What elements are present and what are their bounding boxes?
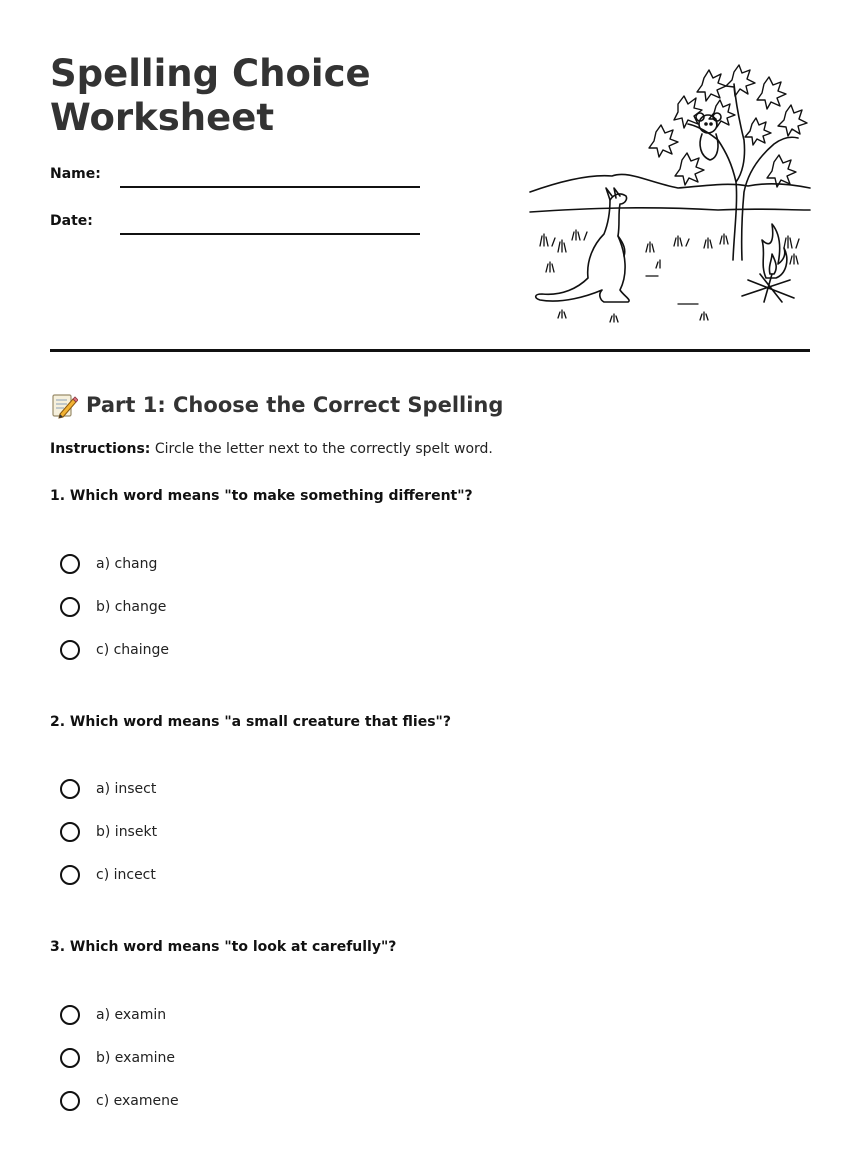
radio-circle[interactable]: [60, 822, 80, 842]
campfire-drawing: [742, 224, 794, 302]
question-3-option-b[interactable]: [60, 1046, 175, 1070]
worksheet-title: [50, 52, 510, 140]
option-label: a) insect: [96, 781, 157, 797]
question-1-option-a[interactable]: [60, 552, 157, 576]
tree-trunk: [688, 84, 798, 260]
title-line-2: Worksheet: [50, 96, 275, 139]
section-title: [50, 389, 503, 421]
koala-drawing: [696, 113, 721, 160]
instructions: [50, 441, 493, 457]
name-label: Name:: [50, 166, 101, 182]
radio-circle[interactable]: [60, 1091, 80, 1111]
question-2-option-b[interactable]: [60, 820, 157, 844]
date-label: Date:: [50, 213, 93, 229]
option-label: c) examene: [96, 1093, 179, 1109]
worksheet-page: [50, 0, 810, 1161]
question-2: [50, 712, 810, 883]
option-label: a) chang: [96, 556, 158, 572]
option-label: a) examin: [96, 1007, 167, 1023]
tree-foliage: [649, 65, 807, 187]
question-3-option-a[interactable]: [60, 1003, 166, 1027]
option-label: b) examine: [96, 1050, 176, 1066]
instructions-label: Instructions:: [50, 441, 151, 457]
instructions-text: Circle the letter next to the correctly spelt word.: [150, 441, 493, 457]
question-2-text: 2. Which word means "a small creature that flies"?: [50, 714, 451, 730]
question-1-option-c[interactable]: [60, 638, 169, 662]
horizon-line: [530, 208, 810, 212]
name-line[interactable]: [120, 186, 420, 188]
radio-circle[interactable]: [60, 597, 80, 617]
question-2-option-a[interactable]: [60, 777, 156, 801]
radio-circle[interactable]: [60, 640, 80, 660]
option-label: c) incect: [96, 867, 156, 883]
title-line-1: Spelling Choice: [50, 52, 371, 95]
radio-circle[interactable]: [60, 779, 80, 799]
kangaroo-drawing: [536, 188, 629, 302]
bush-scene-illustration: [528, 64, 812, 326]
radio-circle[interactable]: [60, 1048, 80, 1068]
section-title-text: Part 1: Choose the Correct Spelling: [86, 393, 504, 417]
radio-circle[interactable]: [60, 1005, 80, 1025]
question-3-text: 3. Which word means "to look at carefully"?: [50, 939, 397, 955]
radio-circle[interactable]: [60, 865, 80, 885]
question-1-text: 1. Which word means "to make something different"?: [50, 488, 473, 504]
name-field[interactable]: [50, 166, 420, 192]
grass-tufts: [540, 230, 799, 322]
question-1-option-b[interactable]: [60, 595, 166, 619]
question-3-option-c[interactable]: [60, 1089, 179, 1113]
radio-circle[interactable]: [60, 554, 80, 574]
option-label: b) insekt: [96, 824, 158, 840]
date-line[interactable]: [120, 233, 420, 235]
date-field[interactable]: [50, 213, 420, 239]
question-3: [50, 937, 810, 1109]
memo-pencil-icon: [50, 391, 78, 419]
question-1: [50, 486, 810, 658]
question-2-option-c[interactable]: [60, 863, 156, 887]
option-label: b) change: [96, 599, 167, 615]
header-divider: [50, 349, 810, 352]
option-label: c) chainge: [96, 642, 170, 658]
